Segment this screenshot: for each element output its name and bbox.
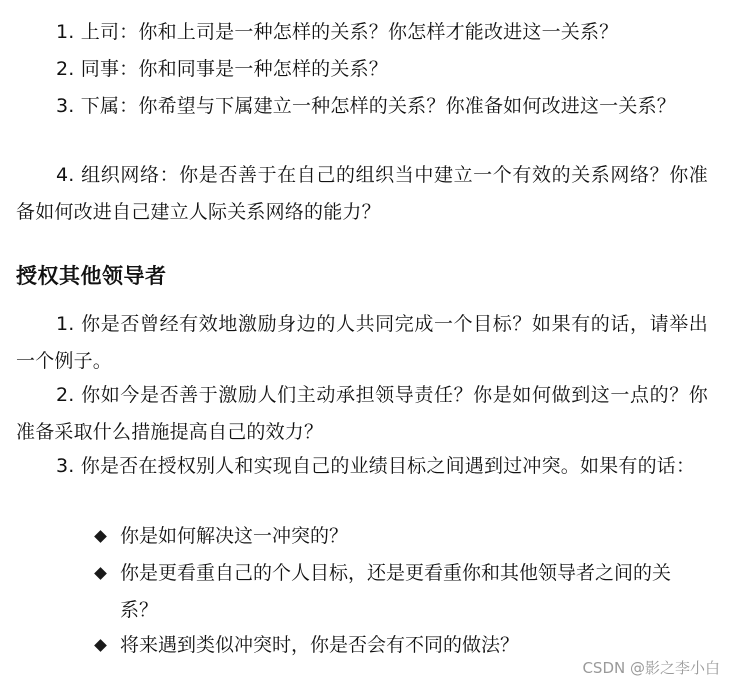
question-motivate: 1. 你是否曾经有效地激励身边的人共同完成一个目标？如果有的话，请举出一个例子。 xyxy=(16,313,708,372)
question-boss: 1. 上司：你和上司是一种怎样的关系？你怎样才能改进这一关系？ xyxy=(56,21,619,43)
question-colleague: 2. 同事：你和同事是一种怎样的关系？ xyxy=(56,58,388,80)
bullet-text: 你是更看重自己的个人目标，还是更看重你和其他领导者之间的关系？ xyxy=(120,562,672,621)
question-subordinate: 3. 下属：你希望与下属建立一种怎样的关系？你准备如何改进这一关系？ xyxy=(56,95,676,117)
bullet-text: 将来遇到类似冲突时，你是否会有不同的做法？ xyxy=(120,634,520,656)
bullet-item xyxy=(96,555,708,629)
watermark: CSDN @影之李小白 xyxy=(582,659,720,677)
bullet-item xyxy=(96,518,708,555)
question-conflict: 3. 你是否在授权别人和实现自己的业绩目标之间遇到过冲突。如果有的话： xyxy=(56,455,696,477)
section-heading: 授权其他领导者 xyxy=(16,263,167,288)
question-leadership: 2. 你如今是否善于激励人们主动承担领导责任？你是如何做到这一点的？你准备采取什么措施提高自己的效力？ xyxy=(16,384,708,443)
question-org-network: 4. 组织网络：你是否善于在自己的组织当中建立一个有效的关系网络？你准备如何改进自己建立人际关系网络的能力？ xyxy=(16,164,708,223)
diamond-bullet-icon xyxy=(94,530,107,543)
diamond-bullet-icon xyxy=(94,567,107,580)
diamond-bullet-icon xyxy=(94,639,107,652)
bullet-text: 你是如何解决这一冲突的？ xyxy=(120,525,349,547)
